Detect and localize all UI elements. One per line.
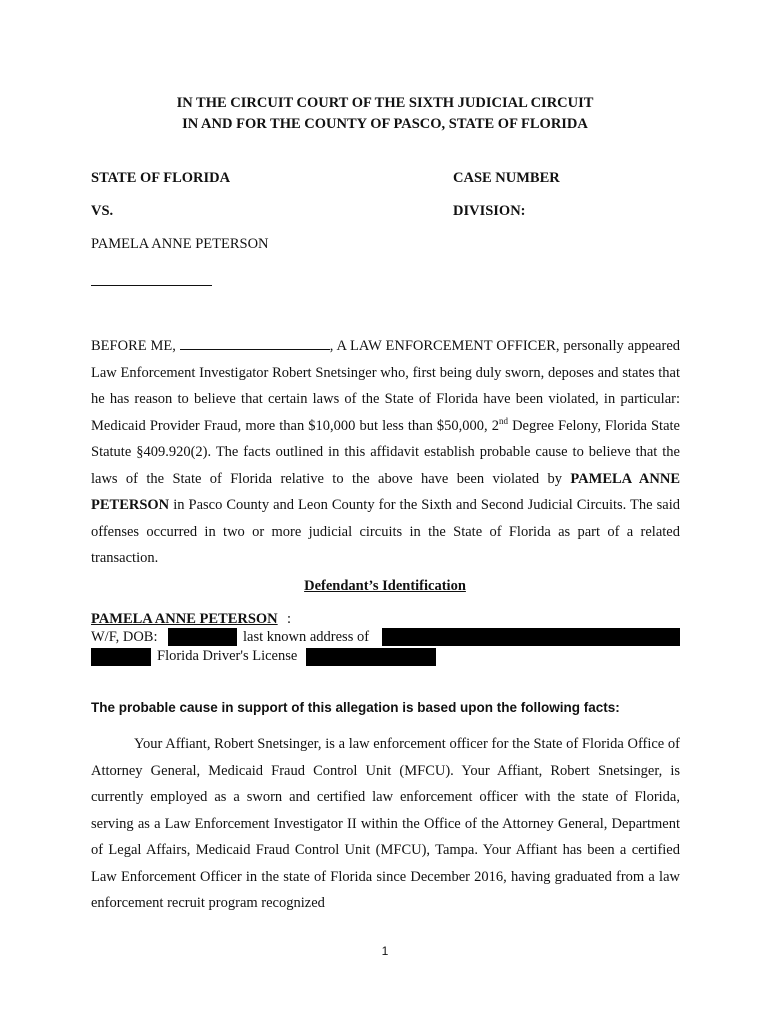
page-number: 1 — [381, 944, 389, 958]
defendant-name: PAMELA ANNE PETERSON — [91, 236, 269, 252]
drivers-license-label: Florida Driver's License — [157, 648, 298, 664]
officer-name-blank — [180, 337, 330, 350]
case-number-label: CASE NUMBER — [453, 170, 560, 186]
before-me-text: BEFORE ME, — [91, 338, 176, 354]
redaction-dob — [168, 628, 237, 646]
probable-cause-paragraph: Your Affiant, Robert Snetsinger, is a law enforcement officer for the State of Florida Office of Attorney General, Medicaid Fraud Control Unit (MFCU). Your Affiant, Robert Snetsinger, is currently employed as a sworn and certified law enforcement officer with the state of Florida, serving as a Law Enforcement Investigator II within the Office of the Attorney General, Department of Legal Affairs, Medicaid Fraud Control Unit (MFCU), Tampa. Your Affiant has been a certified Law Enforcement Officer in the state of Florida since December 2016, having graduated from a law enforcement recruit program recognized — [91, 736, 680, 911]
redaction-address-cont — [91, 648, 151, 666]
officer-text: , A LAW ENFORCEMENT OFFICER, personally appeared Law Enforcement Investigator Robert Snetsinger who, first being duly sworn, deposes and states that he has reason to believe that certain laws of the State of Florida have been violated, in particular: Medicaid Provider Fraud, more than $10,000 but less than $50,000, 2 — [91, 338, 681, 434]
court-header-line-2: IN AND FOR THE COUNTY OF PASCO, STATE OF FLORIDA — [182, 116, 588, 132]
signature-line — [91, 285, 212, 286]
plaintiff-name: STATE OF FLORIDA — [91, 170, 231, 186]
closing-text: in Pasco County and Leon County for the Sixth and Second Judicial Circuits. The said offenses occurred in two or more judicial circuits in the State of Florida as part of a related transaction. — [91, 497, 680, 566]
probable-cause-heading: The probable cause in support of this allegation is based upon the following facts: — [91, 700, 620, 715]
last-known-address-label: last known address of — [243, 629, 370, 645]
affidavit-paragraph — [91, 333, 680, 572]
identification-name-colon: : — [287, 611, 292, 627]
redaction-address — [382, 628, 680, 646]
defendant-name-bold: PAMELA ANNE PETERSON — [91, 470, 680, 513]
identification-heading: Defendant’s Identification — [304, 578, 466, 594]
statute-text: Degree Felony, Florida State Statute §409.920(2). The facts outlined in this affidavit establish probable cause to believe that the laws of the State of Florida relative to the above have been violated by — [91, 417, 680, 487]
wf-dob-label: W/F, DOB: — [91, 629, 158, 645]
versus-label: VS. — [91, 203, 114, 219]
division-label: DIVISION: — [453, 203, 526, 219]
court-header-line-1: IN THE CIRCUIT COURT OF THE SIXTH JUDICIAL CIRCUIT — [176, 95, 594, 111]
identification-name: PAMELA ANNE PETERSON — [91, 611, 278, 627]
ordinal-suffix: nd — [499, 415, 508, 426]
redaction-license — [306, 648, 436, 666]
